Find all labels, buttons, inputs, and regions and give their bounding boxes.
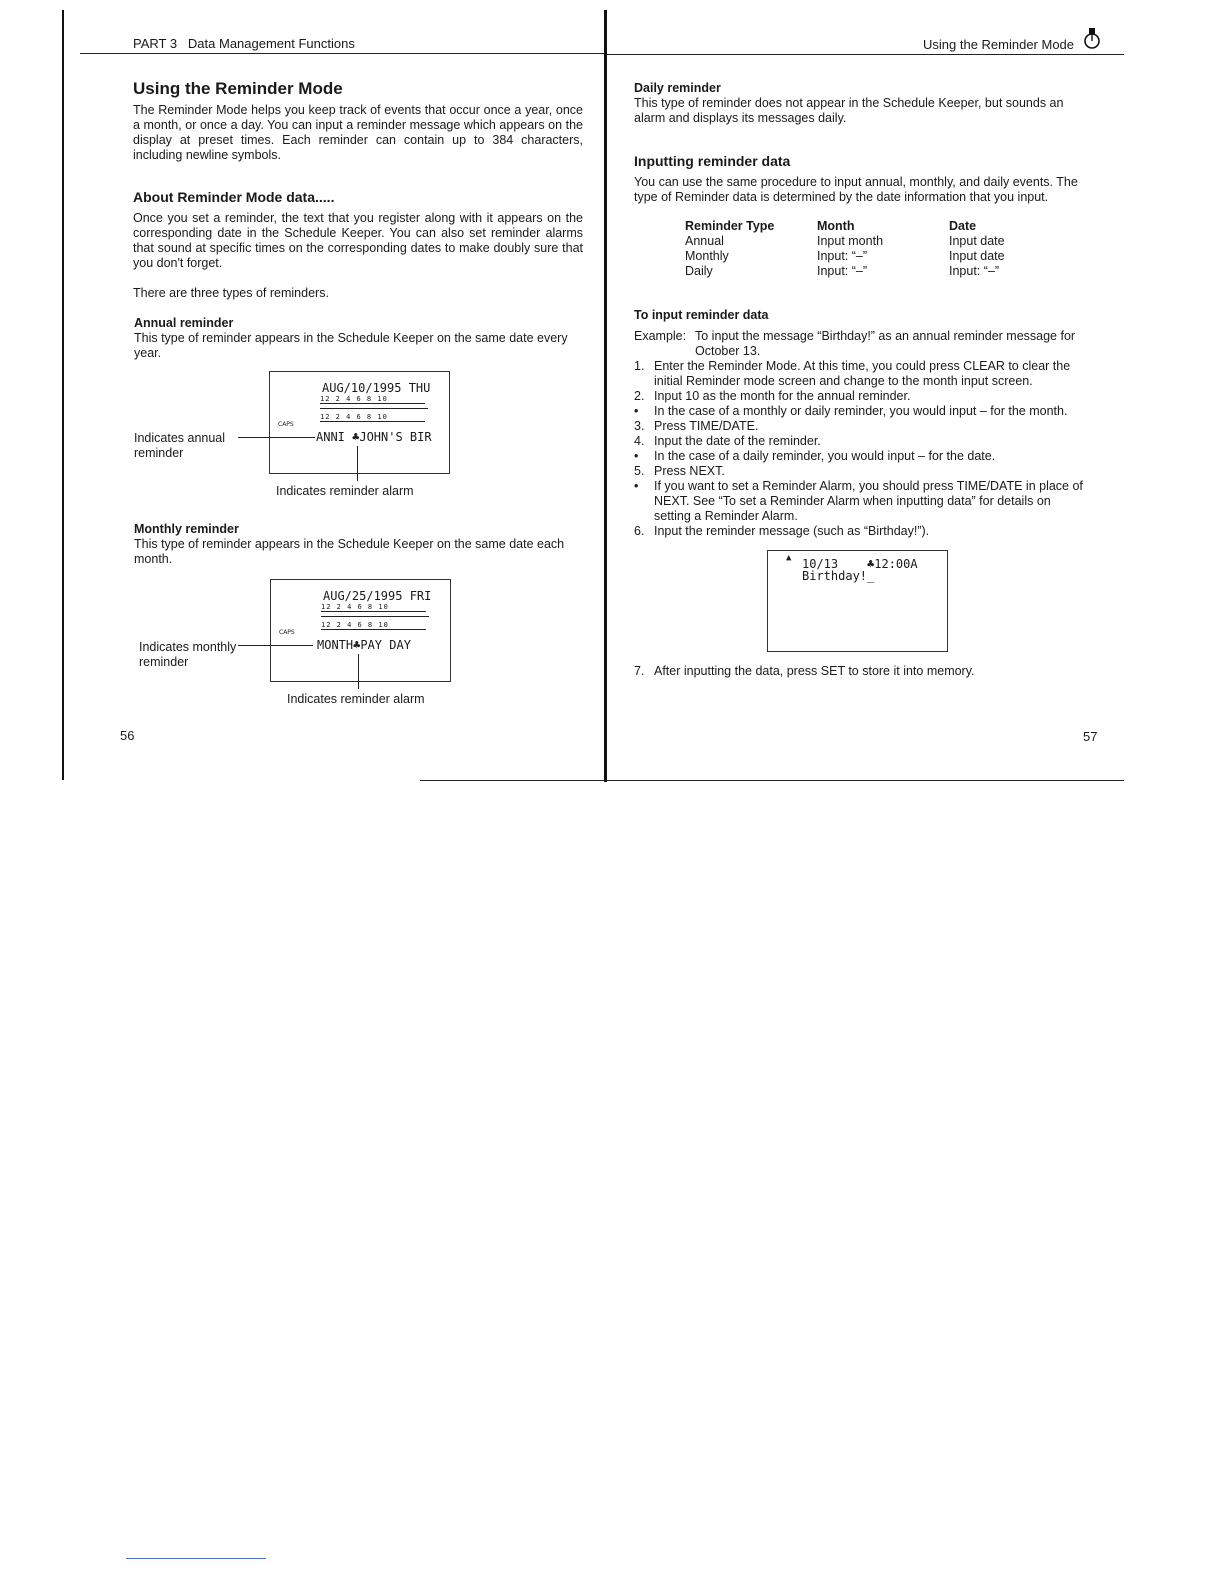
annual-lcd-date: AUG/10/1995 THU	[322, 381, 431, 395]
table-row	[685, 249, 1049, 264]
monthly-lcd-caps-indicator: CAPS	[279, 629, 295, 636]
annual-lcd-display	[269, 371, 450, 474]
list-item: 6. Input the reminder message (such as “Birthday!”).	[634, 524, 930, 538]
annual-type-leader-line	[238, 437, 315, 438]
left-running-header: PART 3 Data Management Functions	[133, 36, 355, 51]
lcd-message-line: Birthday!_	[802, 569, 875, 583]
table-cell: Input: “–”	[949, 264, 1000, 278]
list-item: • If you want to set a Reminder Alarm, you should press TIME/DATE in place of NEXT. See “To set a Reminder Alarm when inputting data” for details on setting a Reminder Alarm.	[634, 479, 1083, 523]
list-item: 2. Input 10 as the month for the annual reminder.	[634, 389, 911, 403]
table-cell: Monthly	[685, 249, 729, 263]
to-input-heading: To input reminder data	[634, 308, 769, 322]
table-cell: Annual	[685, 234, 724, 248]
annual-heading: Annual reminder	[134, 316, 234, 330]
list-item: 5. Press NEXT.	[634, 464, 725, 478]
right-header-rule	[607, 54, 1124, 55]
steps-list	[634, 359, 1086, 539]
list-item: 3. Press TIME/DATE.	[634, 419, 759, 433]
monthly-lcd-display	[270, 579, 451, 682]
annual-type-label: Indicates annual reminder	[134, 431, 226, 460]
monthly-heading: Monthly reminder	[134, 522, 239, 536]
monthly-lcd-message: MONTH♣PAY DAY	[317, 638, 411, 652]
monthly-type-label: Indicates monthly reminder	[139, 640, 237, 669]
table-header-cell: Reminder Type	[685, 219, 775, 233]
right-running-header: Using the Reminder Mode	[923, 37, 1075, 52]
table-header-cell: Month	[817, 219, 855, 233]
inputting-paragraph: You can use the same procedure to input annual, monthly, and daily events. The type of Reminder data is determined by the date information that you input.	[634, 175, 1078, 204]
table-cell: Input: “–”	[817, 264, 868, 278]
about-paragraph: Once you set a reminder, the text that you register along with it appears on the corresponding date in the Schedule Keeper. You can also set reminder alarms that sound at specific times on the corresponding dates to make doubly sure that you don't forget.	[133, 211, 583, 270]
about-heading: About Reminder Mode data.....	[133, 189, 335, 205]
inputting-heading: Inputting reminder data	[634, 153, 791, 169]
table-row	[685, 264, 1049, 279]
monthly-lcd-date: AUG/25/1995 FRI	[323, 589, 432, 603]
reminder-type-table	[685, 219, 1049, 279]
monthly-paragraph: This type of reminder appears in the Schedule Keeper on the same date each month.	[134, 537, 565, 566]
table-row	[685, 234, 1049, 249]
example-text: To input the message “Birthday!” as an annual reminder message for October 13.	[695, 329, 1076, 358]
step-7-text: After inputting the data, press SET to store it into memory.	[654, 664, 975, 678]
footer-underline	[126, 1558, 266, 1559]
annual-lcd-caps-indicator: CAPS	[278, 421, 294, 428]
daily-heading: Daily reminder	[634, 81, 721, 95]
monthly-alarm-leader-line	[358, 654, 359, 689]
left-binding-edge	[62, 10, 64, 780]
table-cell: Daily	[685, 264, 713, 278]
annual-lcd-separator	[320, 408, 428, 409]
table-header-cell: Date	[949, 219, 977, 233]
right-page-number: 57	[1083, 729, 1098, 744]
example-label: Example:	[634, 329, 687, 343]
list-item: 4. Input the date of the reminder.	[634, 434, 821, 448]
birthday-lcd-display	[767, 550, 948, 652]
annual-lcd-message: ANNI ♣JOHN'S BIR	[316, 430, 432, 444]
list-item: • In the case of a daily reminder, you would input – for the date.	[634, 449, 996, 463]
monthly-alarm-label: Indicates reminder alarm	[287, 692, 425, 706]
annual-paragraph: This type of reminder appears in the Schedule Keeper on the same date every year.	[134, 331, 568, 360]
left-header-rule	[80, 53, 604, 54]
table-cell: Input date	[949, 249, 1005, 263]
annual-alarm-label: Indicates reminder alarm	[276, 484, 414, 498]
monthly-type-leader-line	[238, 645, 313, 646]
table-cell: Input: “–”	[817, 249, 868, 263]
monthly-lcd-scale-top: 12 2 4 6 8 10	[321, 603, 426, 612]
table-cell: Input date	[949, 234, 1005, 248]
bottom-edge-rule	[420, 780, 1124, 781]
center-spine	[604, 10, 607, 782]
lcd-arrow-indicator: ▲	[786, 553, 792, 563]
list-item: • In the case of a monthly or daily reminder, you would input – for the month.	[634, 404, 1068, 418]
list-item: 1. Enter the Reminder Mode. At this time, you could press CLEAR to clear the initial Reminder mode screen and change to the month input screen.	[634, 359, 1071, 388]
monthly-lcd-separator	[321, 616, 429, 617]
lcd-date-time-line: 10/13 ♣12:00A	[802, 557, 918, 571]
annual-lcd-scale-bottom: 12 2 4 6 8 10	[320, 413, 425, 422]
types-paragraph: There are three types of reminders.	[133, 286, 329, 300]
step-7-mark: 7.	[634, 664, 645, 678]
annual-lcd-scale-top: 12 2 4 6 8 10	[320, 395, 425, 404]
annual-alarm-leader-line	[357, 446, 358, 481]
table-cell: Input month	[817, 234, 884, 248]
table-header-row	[685, 219, 1049, 234]
left-page-number: 56	[120, 728, 135, 743]
intro-paragraph: The Reminder Mode helps you keep track of events that occur once a year, once a month, or once a day. You can input a reminder message which appears on the display at preset times. Each reminder can contain up to 384 characters, including newline symbols.	[133, 103, 583, 162]
monthly-lcd-scale-bottom: 12 2 4 6 8 10	[321, 621, 426, 630]
daily-paragraph: This type of reminder does not appear in the Schedule Keeper, but sounds an alarm and displays its messages daily.	[634, 96, 1064, 125]
hand-timer-icon	[1081, 26, 1103, 50]
page-title: Using the Reminder Mode	[133, 79, 343, 98]
